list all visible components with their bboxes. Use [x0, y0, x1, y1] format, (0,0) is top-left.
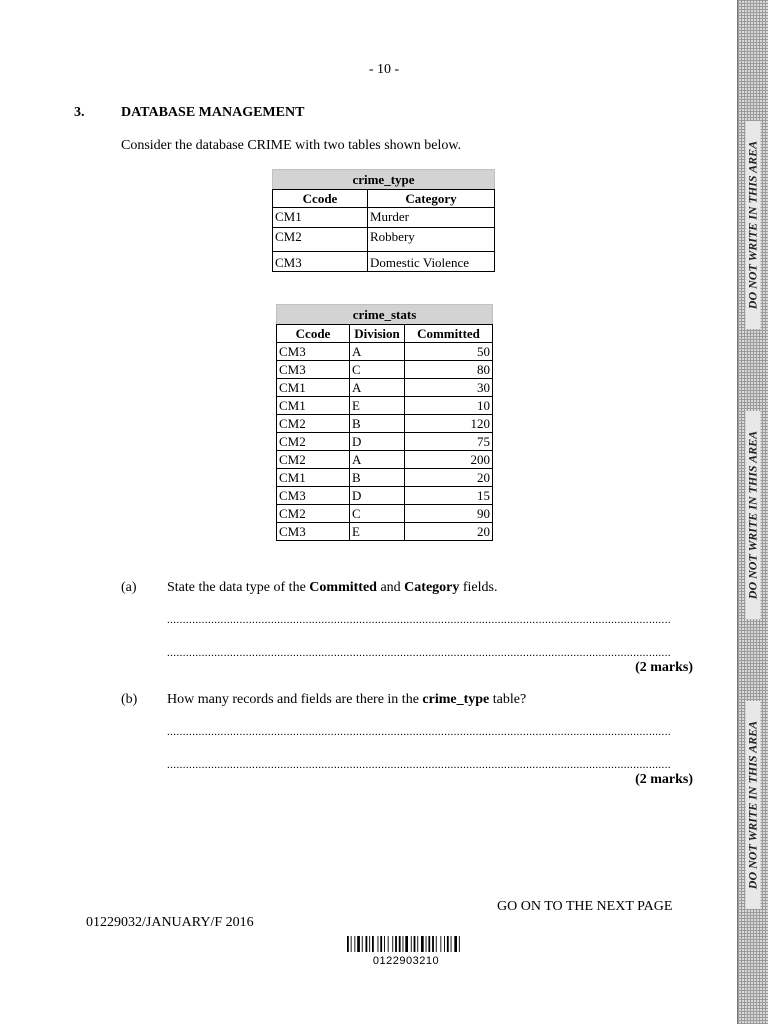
table-header: Division	[350, 325, 405, 343]
table-row	[277, 469, 493, 487]
table-cell: 20	[405, 469, 493, 487]
part-a-text: and	[376, 580, 405, 595]
table-row	[277, 487, 493, 505]
table-row	[277, 415, 493, 433]
table-row	[273, 208, 495, 228]
table-row	[277, 523, 493, 541]
table-cell: 200	[405, 451, 493, 469]
table-cell: CM2	[277, 451, 350, 469]
table-cell: A	[350, 379, 405, 397]
table-cell: A	[350, 451, 405, 469]
table-cell: 90	[405, 505, 493, 523]
table-cell: B	[350, 415, 405, 433]
part-a-text: fields.	[459, 580, 498, 595]
table-row	[273, 252, 495, 272]
table-cell: 50	[405, 343, 493, 361]
table-row	[277, 505, 493, 523]
margin-note: DO NOT WRITE IN THIS AREA	[746, 121, 761, 329]
table-row	[277, 361, 493, 379]
table-cell: 75	[405, 433, 493, 451]
crime-type-table	[272, 169, 495, 272]
table-cell: C	[350, 505, 405, 523]
table-cell: 80	[405, 361, 493, 379]
answer-line[interactable]: ................................................................................................................................................................	[167, 759, 671, 771]
table-header: Committed	[405, 325, 493, 343]
table-cell: Domestic Violence	[368, 252, 495, 272]
table-cell: 15	[405, 487, 493, 505]
table-cell: CM3	[277, 361, 350, 379]
margin-note: DO NOT WRITE IN THIS AREA	[746, 701, 761, 909]
question-number: 3.	[74, 105, 85, 120]
table-cell: CM1	[273, 208, 368, 228]
page-number: - 10 -	[368, 62, 400, 77]
part-b-bold-crime-type: crime_type	[422, 692, 490, 707]
table-header: Category	[368, 190, 495, 208]
table-cell: CM1	[277, 397, 350, 415]
part-a-label: (a)	[121, 580, 137, 595]
go-on-next-page: GO ON TO THE NEXT PAGE	[497, 899, 673, 914]
part-a-marks: (2 marks)	[635, 660, 693, 675]
exam-code: 01229032/JANUARY/F 2016	[86, 915, 254, 930]
table-cell: D	[350, 433, 405, 451]
question-intro: Consider the database CRIME with two tables shown below.	[121, 138, 462, 153]
crime-stats-caption: crime_stats	[276, 304, 493, 324]
table-row	[273, 228, 495, 252]
table-cell: E	[350, 523, 405, 541]
table-row	[277, 451, 493, 469]
table-cell: 30	[405, 379, 493, 397]
part-b-question	[167, 692, 526, 708]
part-b-label: (b)	[121, 692, 138, 707]
table-cell: CM2	[277, 433, 350, 451]
table-cell: D	[350, 487, 405, 505]
table-cell: CM3	[277, 523, 350, 541]
table-cell: CM2	[277, 505, 350, 523]
margin-note: DO NOT WRITE IN THIS AREA	[746, 411, 761, 619]
crime-stats-table	[276, 304, 493, 541]
table-cell: 10	[405, 397, 493, 415]
part-a-bold-committed: Committed	[309, 580, 377, 595]
table-cell: CM3	[277, 487, 350, 505]
part-a-text: State the data type of the	[167, 580, 310, 595]
table-cell: Robbery	[368, 228, 495, 252]
question-title: DATABASE MANAGEMENT	[121, 105, 305, 120]
part-a-bold-category: Category	[404, 580, 460, 595]
table-cell: B	[350, 469, 405, 487]
table-cell: CM2	[273, 228, 368, 252]
table-cell: CM1	[277, 379, 350, 397]
answer-line[interactable]: ................................................................................................................................................................	[167, 614, 671, 626]
answer-line[interactable]: ................................................................................................................................................................	[167, 726, 671, 738]
table-cell: CM2	[277, 415, 350, 433]
table-cell: CM3	[273, 252, 368, 272]
part-b-text: How many records and fields are there in the	[167, 692, 423, 707]
table-cell: E	[350, 397, 405, 415]
table-cell: Murder	[368, 208, 495, 228]
table-cell: CM1	[277, 469, 350, 487]
margin-strip	[737, 0, 768, 1024]
barcode-icon	[347, 936, 465, 952]
table-cell: CM3	[277, 343, 350, 361]
table-cell: A	[350, 343, 405, 361]
part-b-marks: (2 marks)	[635, 772, 693, 787]
barcode-number: 0122903210	[372, 955, 440, 967]
table-header-row	[273, 190, 495, 208]
table-header-row	[277, 325, 493, 343]
table-cell: C	[350, 361, 405, 379]
part-b-text: table?	[489, 692, 527, 707]
table-cell: 20	[405, 523, 493, 541]
table-row	[277, 433, 493, 451]
table-row	[277, 397, 493, 415]
table-header: Ccode	[273, 190, 368, 208]
crime-type-caption: crime_type	[272, 169, 495, 189]
answer-line[interactable]: ................................................................................................................................................................	[167, 647, 671, 659]
part-a-question	[167, 580, 497, 596]
table-row	[277, 379, 493, 397]
table-cell: 120	[405, 415, 493, 433]
table-header: Ccode	[277, 325, 350, 343]
table-row	[277, 343, 493, 361]
